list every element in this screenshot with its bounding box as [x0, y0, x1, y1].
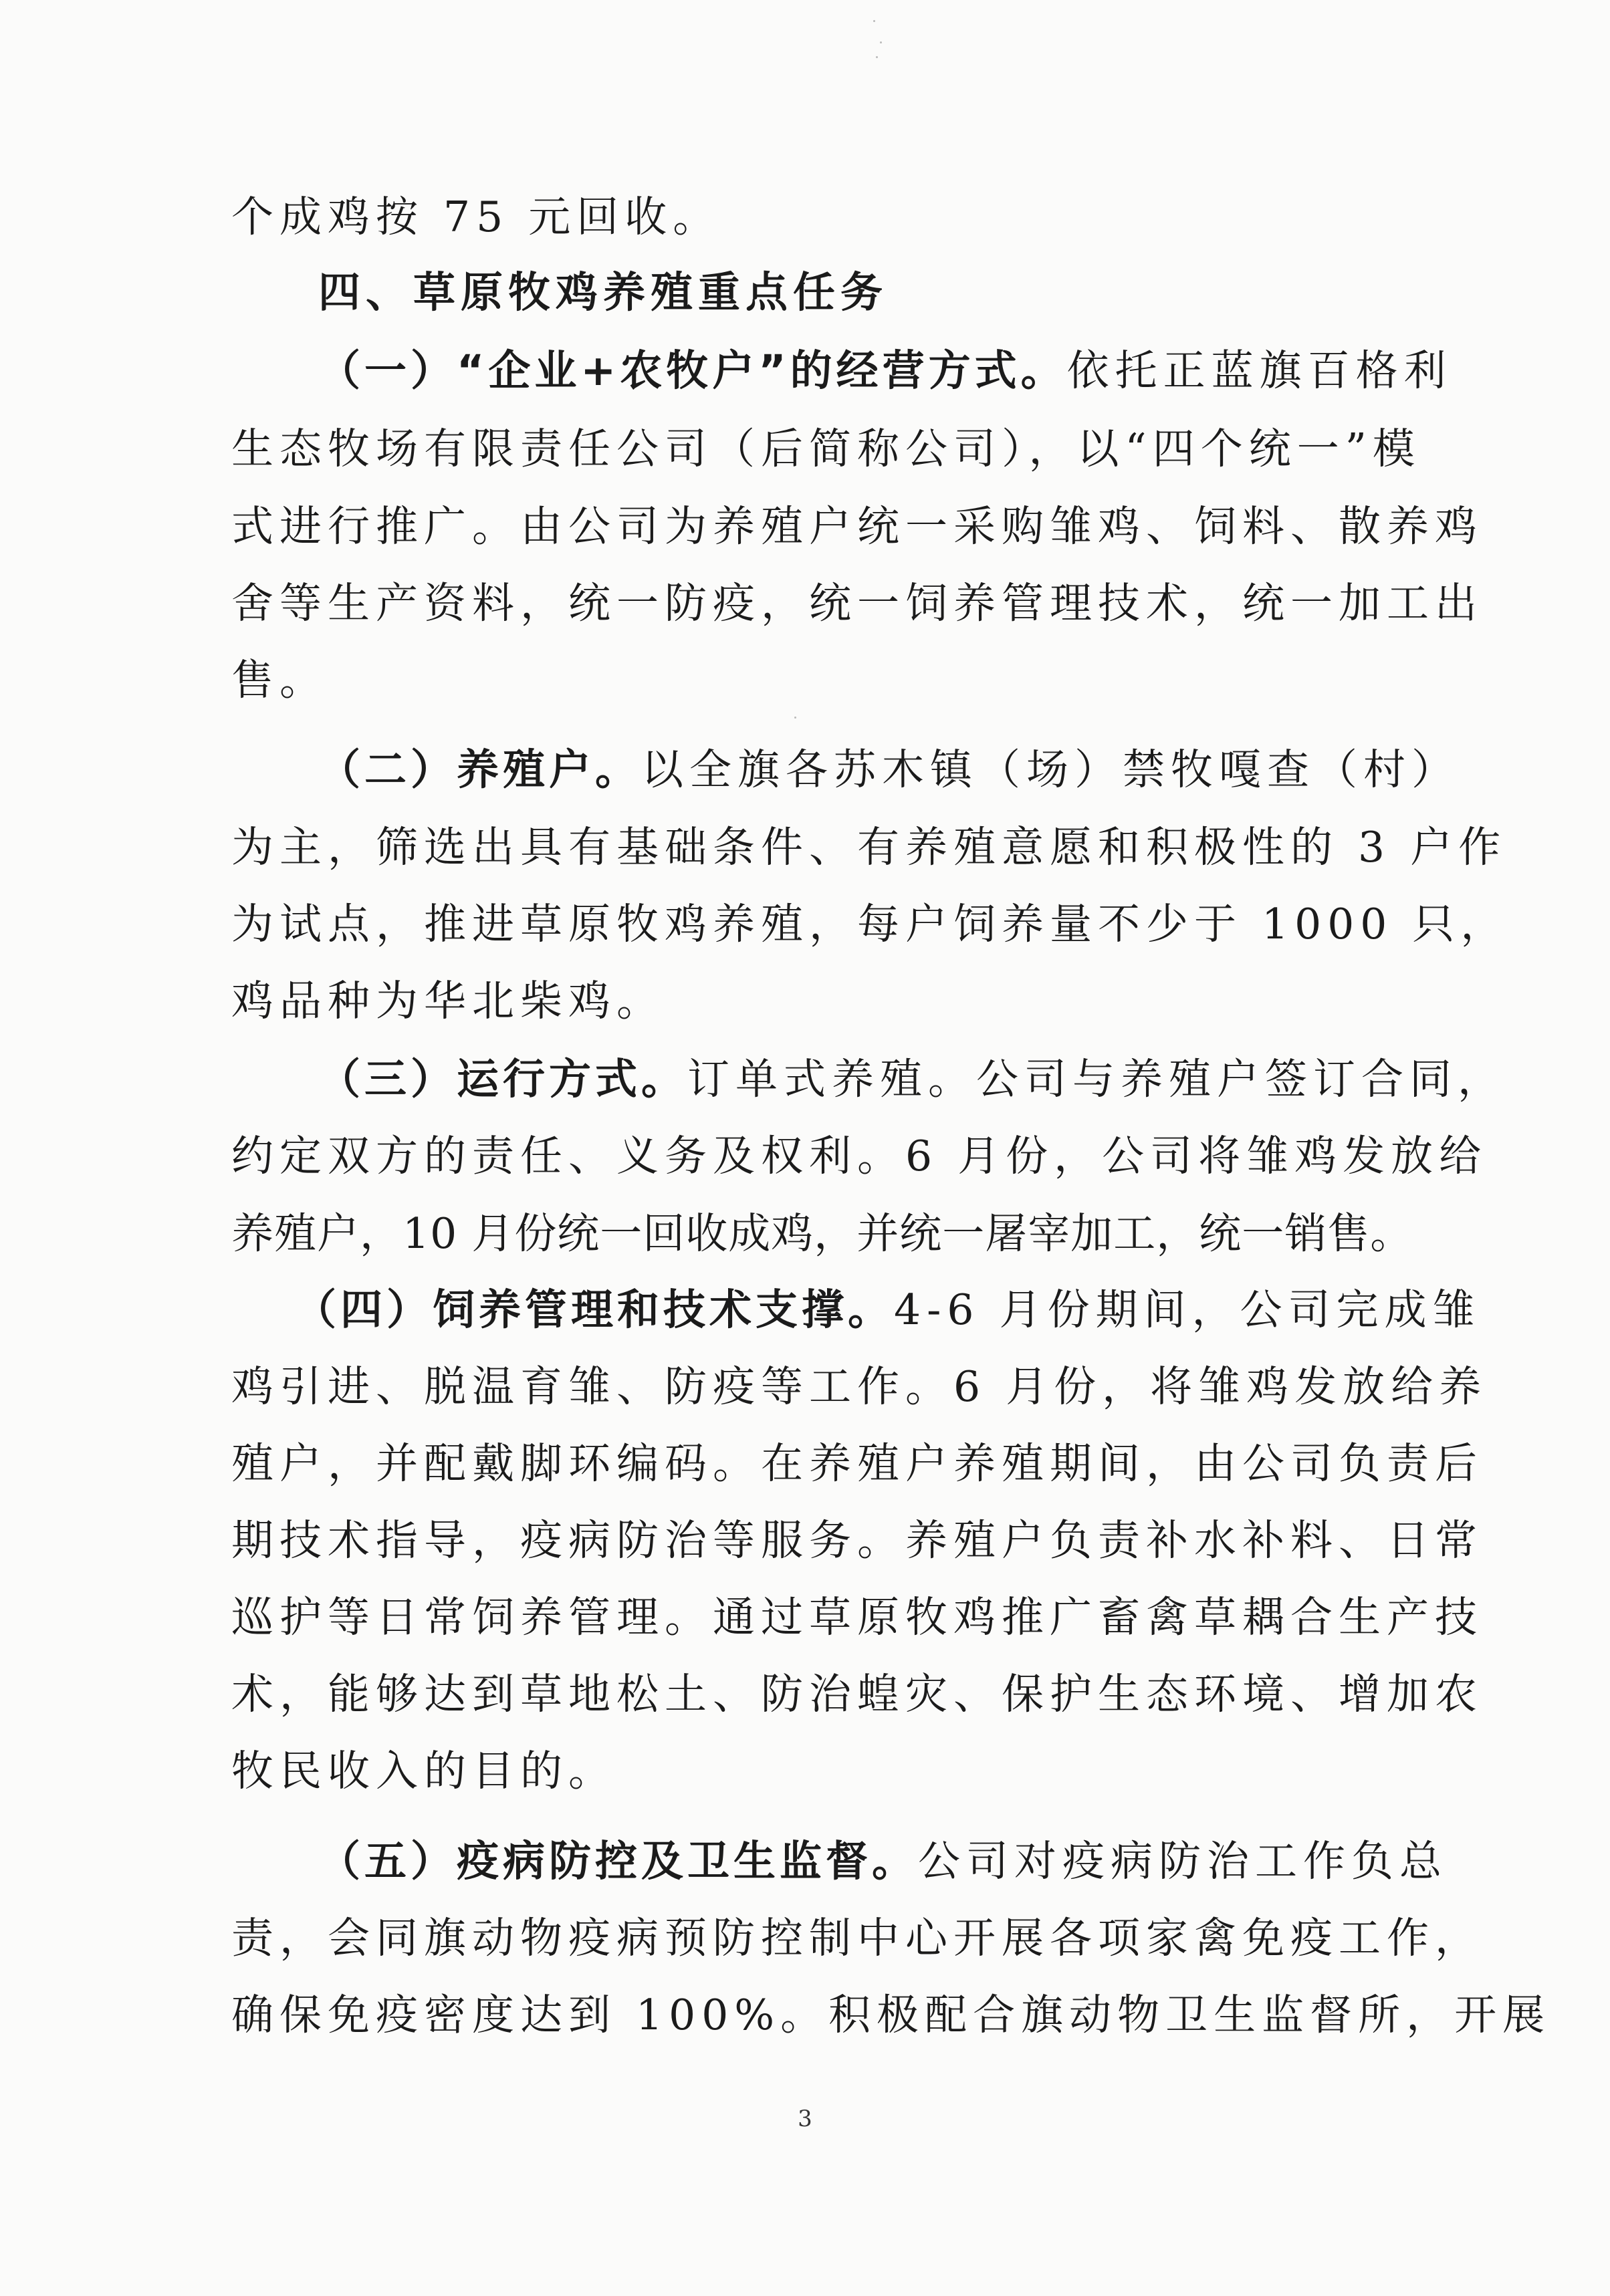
text-line: [231, 577, 1483, 630]
text-line: [231, 975, 1379, 1028]
text-line: [231, 1745, 1379, 1798]
paragraph-first-line: [294, 1283, 1481, 1337]
subheading-text: （四）饲养管理和技术支撑。: [294, 1285, 894, 1334]
scan-speck: [873, 20, 875, 22]
heading-text: 四、草原牧鸡养殖重点任务: [318, 268, 888, 317]
paragraph-first-line: [318, 344, 1452, 398]
text-run: 以全旗各苏木镇（场）禁牧嘎查（村）: [641, 745, 1460, 794]
text-run: 个成鸡按 75 元回收。: [231, 193, 721, 241]
text-run: 殖户，并配戴脚环编码。在养殖户养殖期间，由公司负责后: [231, 1439, 1483, 1488]
text-line: [231, 1514, 1483, 1567]
text-run: 养殖户，10 月份统一回收成鸡，并统一屠宰加工，统一销售。: [231, 1209, 1413, 1258]
text-run: 为主，筛选出具有基础条件、有养殖意愿和积极性的 3 户作: [231, 823, 1507, 872]
text-run: 确保免疫密度达到 100%。积极配合旗动物卫生监督所，开展: [231, 1991, 1551, 2039]
text-run: 式进行推广。由公司为养殖户统一采购雏鸡、饲料、散养鸡: [231, 502, 1483, 551]
text-run: 依托正蓝旗百格利: [1066, 346, 1452, 395]
scan-speck: [880, 41, 882, 43]
page-number: 3: [798, 2106, 812, 2132]
text-line: [231, 1360, 1488, 1414]
text-line: [231, 1130, 1488, 1183]
text-line: [231, 654, 1379, 707]
subheading-text: （五）疫病防控及卫生监督。: [318, 1837, 918, 1886]
text-line: [231, 422, 1421, 476]
text-line: [231, 1668, 1483, 1721]
text-run: 订单式养殖。公司与养殖户签订合同，: [687, 1055, 1506, 1104]
paragraph-first-line: [318, 1053, 1506, 1106]
text-run: 期技术指导，疫病防治等服务。养殖户负责补水补料、日常: [231, 1516, 1483, 1565]
text-run: 鸡品种为华北柴鸡。: [231, 977, 665, 1025]
text-run: 巡护等日常饲养管理。通过草原牧鸡推广畜禽草耦合生产技: [231, 1593, 1483, 1642]
scan-speck: [794, 717, 796, 719]
text-line: [231, 1989, 1551, 2042]
subheading-text: （一）“企业+农牧户”的经营方式。: [318, 346, 1067, 395]
text-line: [231, 1912, 1483, 1965]
text-run: 生态牧场有限责任公司（后简称公司），以“四个统一”模: [231, 424, 1421, 473]
paragraph-first-line: [318, 743, 1460, 797]
text-run: 牧民收入的目的。: [231, 1747, 616, 1795]
text-line: [231, 1207, 1413, 1261]
text-run: 责，会同旗动物疫病预防控制中心开展各项家禽免疫工作，: [231, 1914, 1483, 1962]
text-line: [231, 500, 1483, 553]
text-line: [231, 190, 1379, 244]
text-run: 为试点，推进草原牧鸡养殖，每户饲养量不少于 1000 只，: [231, 900, 1509, 948]
scan-speck: [876, 56, 878, 58]
text-line: [231, 898, 1509, 951]
text-run: 术，能够达到草地松土、防治蝗灾、保护生态环境、增加农: [231, 1670, 1483, 1718]
section-heading: [318, 266, 1466, 320]
text-line: [231, 1437, 1483, 1491]
paragraph-first-line: [318, 1835, 1448, 1888]
text-run: 鸡引进、脱温育雏、防疫等工作。6 月份，将雏鸡发放给养: [231, 1362, 1488, 1411]
text-run: 4-6 月份期间，公司完成雏: [894, 1285, 1481, 1334]
text-run: 售。: [231, 656, 328, 705]
subheading-text: （二）养殖户。: [318, 745, 641, 794]
subheading-text: （三）运行方式。: [318, 1055, 687, 1104]
text-line: [231, 1591, 1483, 1644]
text-run: 约定双方的责任、义务及权利。6 月份，公司将雏鸡发放给: [231, 1132, 1488, 1180]
text-run: 舍等生产资料，统一防疫，统一饲养管理技术，统一加工出: [231, 579, 1483, 628]
text-run: 公司对疫病防治工作负总: [918, 1837, 1448, 1886]
text-line: [231, 821, 1507, 874]
